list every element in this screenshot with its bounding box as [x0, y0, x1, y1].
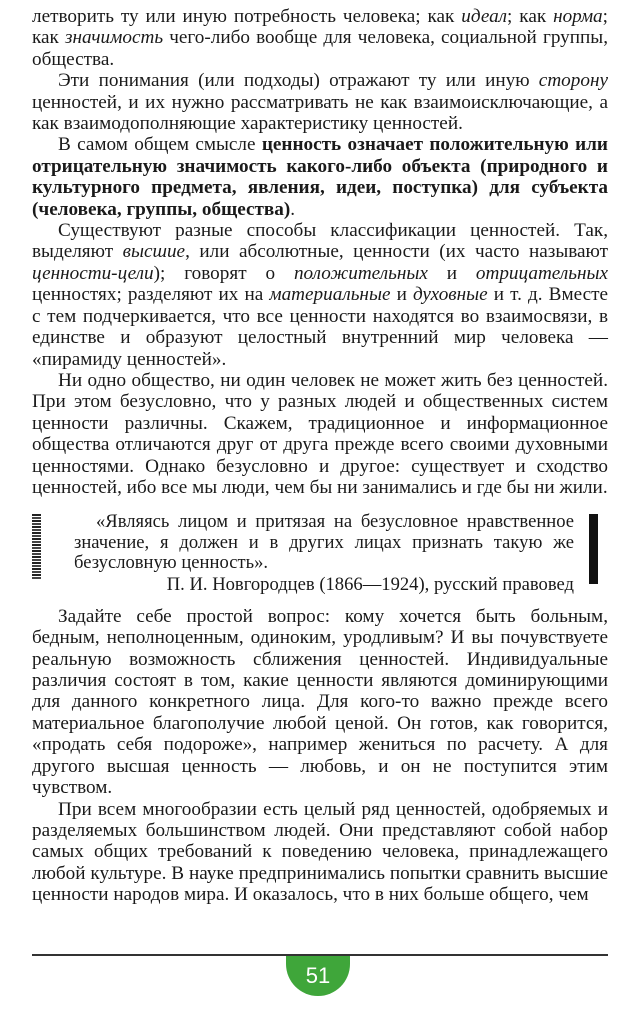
italic-term: положительных: [293, 262, 428, 284]
text-run: В самом общем смысле: [58, 134, 262, 156]
paragraph-6: Задайте себе простой вопрос: кому хочется быть больным, бедным, неполноценным, одиноким, уродливым? И вы почувствуете реальную возможность сближения ценностей. Индивидуальные различия состоят в том, какие ценности являются доминирующими для данного конкретного лица. Для кого-то важно прежде всего материальное благополучие любой ценой. Он готов, как говорится, «продать себя подороже», например жениться по расчету. А для другого высшая ценность — любовь, и он не поступится этим чувством.: [32, 605, 608, 799]
italic-term: значимость: [65, 27, 164, 49]
text-run: ; как: [32, 6, 608, 49]
text-run: и т. д. Вместе с тем подчеркивается, что все ценности находятся во взаимосвязи, в единстве и образуют целостный внутренний мир человека — «пирамиду ценностей».: [32, 284, 608, 370]
text-run: чего-либо вообще для человека, социальной группы, общества.: [32, 27, 608, 70]
text-run: и: [390, 284, 413, 306]
italic-term: материальные: [269, 284, 391, 306]
bold-definition: ценность означает положительную или отрицательную значимость какого-либо объекта (природного и культурного предмета, явления, идеи, поступка) для субъекта (человека, группы, общества): [32, 134, 608, 220]
text-run: , или абсолютные, ценности (их часто называют: [185, 241, 608, 263]
quote-decoration-left: [32, 514, 41, 580]
paragraph-5: Ни одно общество, ни один человек не может жить без ценностей. При этом безусловно, что у разных людей и общественных систем ценности различны. Скажем, традиционное и информационное общества отличаются друг от друга прежде всего своими духовными ценностями. Однако безусловно и другое: существует и сходство ценностей, ибо все мы люди, чем бы ни занимались и где бы ни жили.: [32, 369, 608, 498]
paragraph-1: [32, 6, 608, 70]
text-run: и: [427, 262, 476, 284]
text-run: летворить ту или иную потребность человека; как: [32, 6, 462, 27]
italic-term: духовные: [412, 284, 488, 306]
italic-term: ценности-цели: [32, 262, 154, 284]
paragraph-3-definition: [32, 134, 608, 220]
text-run: ); говорят о: [153, 262, 294, 284]
italic-term: высшие: [122, 241, 186, 263]
text-run: Существуют разные способы классификации ценностей. Так, выделяют: [32, 220, 608, 263]
text-run: Эти понимания (или подходы) отражают ту или иную: [58, 70, 539, 92]
quote-author: П. И. Новгородцев (1866—1924), русский правовед: [166, 573, 574, 595]
page-body: [32, 6, 608, 906]
italic-term: норма: [553, 6, 603, 27]
text-run: ценностях; разделяют их на: [32, 284, 270, 306]
text-run: ; как: [507, 6, 554, 27]
quote-decoration-right: [589, 514, 598, 584]
paragraph-7: При всем многообразии есть целый ряд ценностей, одобряемых и разделяемых большинством людей. Они представляют собой набор самых общих требований к поведению человека, принадлежащего любой культуре. В науке предпринимались попытки сравнить высшие ценности народов мира. И оказалось, что в них больше общего, чем: [32, 798, 608, 906]
paragraph-2: [32, 70, 608, 134]
text-run: ценностей, и их нужно рассматривать не как взаимоисключающие, а как взаимодополняющие характеристику ценностей.: [32, 91, 608, 135]
paragraph-4: [32, 220, 608, 370]
quote-block: [32, 512, 608, 596]
italic-term: отрицательных: [475, 262, 608, 284]
italic-term: идеал: [461, 6, 508, 27]
quote-text: «Являясь лицом и притязая на безусловное нравственное значение, я должен и в других лицах признать такую же безусловную ценность».: [74, 511, 574, 574]
italic-term: сторону: [538, 70, 608, 92]
text-run: .: [290, 198, 296, 220]
page-number: 51: [286, 956, 350, 996]
